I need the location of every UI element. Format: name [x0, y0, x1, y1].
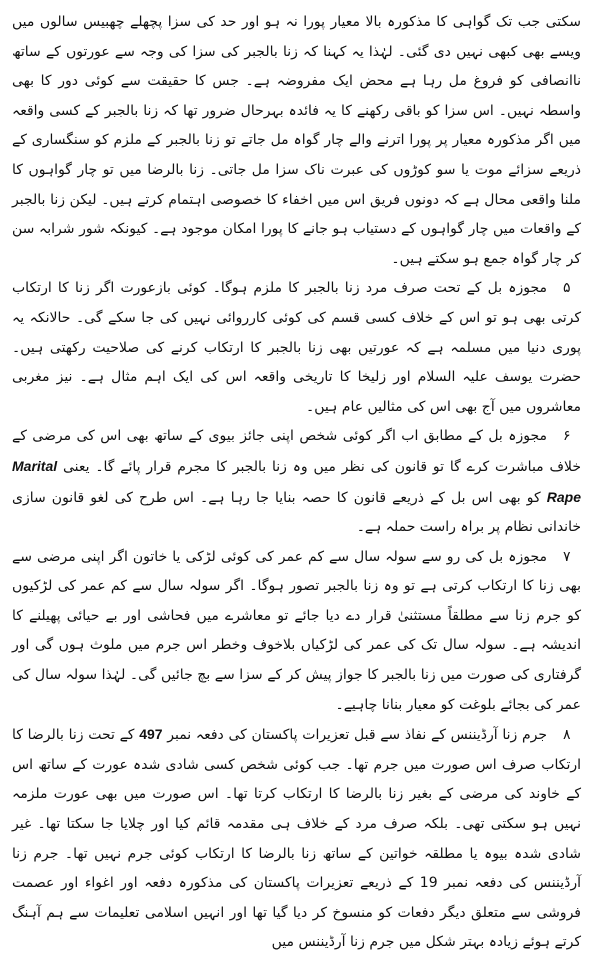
- paragraph-text: جرم زنا آرڈیننس کے نفاذ سے قبل تعزیرات پاکستان کی دفعہ نمبر: [167, 727, 548, 744]
- paragraph-text-after: کو بھی اس بل کے ذریعے قانون کا حصہ بنایا جا رہا ہے۔ اس طرح کی لغو قانون سازی خاندانی نظام پر براہ راست حملہ ہے۔: [12, 489, 581, 536]
- paragraph-item-8: [12, 720, 581, 958]
- paragraph-text-after: کے تحت زنا بالرضا کا ارتکاب صرف اس صورت میں جرم تھا۔ جب کوئی شخص کسی شادی شدہ عورت کے ساتھ اس کے خاوند کی مرضی کے بغیر زنا بالرضا کا ارتکاب کرتا تھا۔ اس صورت میں بھی عورت ملزمہ نہیں ہو سکتی تھی۔ بلکہ صرف مرد کے خلاف ہی مقدمہ قائم کیا اور چلایا جا سکتا تھا۔ غیر شادی شدہ بیوہ یا مطلقہ خواتین کے ساتھ زنا بالرضا کا ارتکاب کوئی جرم نہیں تھا۔ جرم زنا آرڈیننس کی دفعہ نمبر 19 کے ذریعے تعزیرات پاکستان کی مذکورہ دفعہ اور اغواء اور عصمت فروشی سے متعلق دیگر دفعات کو منسوخ کر دیا گیا تھا اور انہیں اسلامی تعلیمات سے ہم آہنگ کرتے ہوئے زیادہ بہتر شکل میں جرم زنا آرڈیننس میں: [12, 727, 581, 951]
- paragraph-number: ۷: [563, 548, 571, 565]
- paragraph-text: مجوزہ بل کے مطابق اب اگر کوئی شخص اپنی جائز بیوی کے ساتھ بھی اس کی مرضی کے خلاف مباشرت کرے گا تو قانون کی نظر میں وہ زنا بالجبر کا مجرم قرار پائے گا۔ یعنی: [12, 428, 582, 475]
- paragraph-item-6: [12, 422, 581, 542]
- section-number: 497: [139, 726, 163, 743]
- paragraph-continuation: [12, 8, 581, 274]
- paragraph-text: مجوزہ بل کی رو سے سولہ سال سے کم عمر کی کوئی لڑکی یا خاتون اگر اپنی مرضی سے بھی زنا کا ارتکاب کرتی ہے تو وہ زنا بالجبر تصور ہوگا۔ اگر سولہ سال سے کم عمر کی لڑکیوں کو جرم زنا سے مطلقاً مستثنیٰ قرار دے دیا جائے تو معاشرے میں فحاشی اور بے حیائی پھیلنے کا اندیشہ ہے۔ سولہ سال تک کی عمر کی لڑکیاں بلاخوف وخطر اس جرم میں ملوث ہوں گی اور گرفتاری کی صورت میں زنا بالجبر کا جواز پیش کر کے سزا سے بچ جائیں گی۔ لہٰذا سولہ سال کی عمر کی بجائے بلوغت کو معیار بنانا چاہیے۔: [12, 548, 581, 713]
- paragraph-item-7: [12, 543, 581, 721]
- paragraph-item-5: [12, 274, 581, 422]
- paragraph-text: سکتی جب تک گواہی کا مذکورہ بالا معیار پورا نہ ہو اور حد کی سزا پچھلے چھبیس سالوں میں ویسے بھی کبھی نہیں دی گئی۔ لہٰذا یہ کہنا کہ زنا بالجبر کی سزا کی وجہ سے عورتوں کے ساتھ ناانصافی کو فروغ مل رہا ہے محض ایک مفروضہ ہے۔ جس کا حقیقت سے کوئی دور کا بھی واسطہ نہیں۔ اس سزا کو باقی رکھنے کا یہ فائدہ بہرحال ضرور تھا کہ زنا بالجبر کے کسی واقعہ میں اگر مذکورہ معیار پر پورا اترنے والے چار گواہ مل جاتے تو زنا بالجبر کے ملزم کو سنگساری کے ذریعے سزائے موت یا سو کوڑوں کی عبرت ناک سزا مل جاتی۔ زنا بالرضا میں تو چار گواہوں کا ملنا واقعی محال ہے کہ دونوں فریق اس میں اخفاء کا خصوصی اہتمام کرتے ہیں۔ لیکن زنا بالجبر کے واقعات میں چار گواہوں کے دستیاب ہو جانے کا پورا امکان موجود ہے۔ کیونکہ شور شرابہ سن کر چار گواہ جمع ہو سکتے ہیں۔: [12, 14, 581, 267]
- paragraph-text: مجوزہ بل کے تحت صرف مرد زنا بالجبر کا ملزم ہوگا۔ کوئی بازعورت اگر زنا کا ارتکاب کرتی بھی ہو تو اس کے خلاف کسی قسم کی کوئی کارروائی نہیں کی جا سکے گی۔ حالانکہ یہ پوری دنیا میں مسلمہ ہے کہ عورتیں بھی زنا بالجبر کا ارتکاب کرنے کی صلاحیت رکھتی ہیں۔ حضرت یوسف علیہ السلام اور زلیخا کا تاریخی واقعہ اس کی ایک اہم مثال ہے۔ نیز مغربی معاشروں میں آج بھی اس کی مثالیں عام ہیں۔: [12, 280, 581, 415]
- latin-term: Marital Rape: [12, 457, 582, 505]
- paragraph-number: ۸: [563, 727, 571, 744]
- paragraph-number: ۵: [563, 280, 571, 297]
- paragraph-number: ۶: [563, 428, 571, 445]
